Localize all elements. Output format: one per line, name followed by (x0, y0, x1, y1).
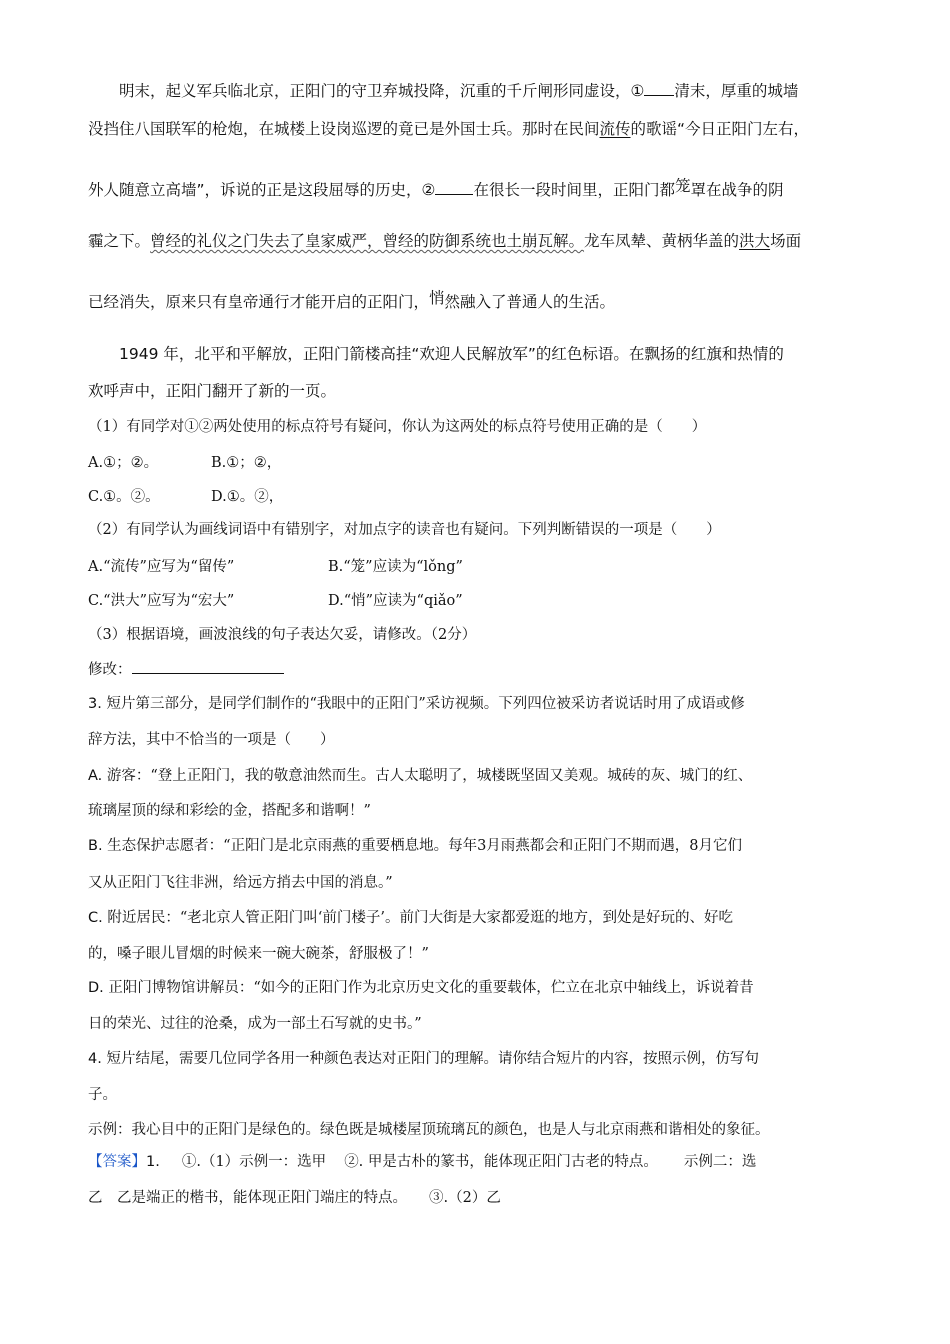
option-key: A. (88, 768, 103, 784)
option-a-line (88, 766, 752, 786)
passage-text: 霾之下。 (88, 232, 151, 250)
answer-blank (132, 659, 284, 674)
option-key: B. (88, 838, 103, 854)
passage-line (88, 231, 801, 251)
passage-text: 在很长一段时间里，正阳门都 (473, 181, 675, 199)
option-d-line: 日的荣光、过往的沧桑，成为一部土石写就的史书。” (88, 1016, 422, 1032)
option-c-line: 的，嗓子眼儿冒烟的时候来一碗大碗茶，舒服极了！” (88, 946, 429, 962)
answer-tag: 【答案】 (88, 1154, 146, 1170)
passage-text: 清末，厚重的城墙 (674, 82, 799, 100)
item3-line (88, 694, 745, 714)
item3-stem: 短片第三部分，是同学们制作的“我眼中的正阳门”采访视频。下列四位被采访者说话时用了成语或修 (106, 696, 745, 712)
q2-option-a: A.“流传”应写为“留传” (88, 559, 235, 575)
item3-line: 辞方法，其中不恰当的一项是（ ） (88, 732, 335, 748)
q1-option-b: B.①；②， (211, 455, 282, 471)
passage-text: 已经消失，原来只有皇帝通行才能开启的正阳门， (88, 293, 430, 311)
option-text: 生态保护志愿者：“正阳门是北京雨燕的重要栖息地。每年3月雨燕都会和正阳门不期而遇，8月它们 (107, 838, 743, 854)
q3-stem: （3）根据语境，画波浪线的句子表达欠妥，请修改。（2分） (88, 627, 477, 643)
item4-example: 示例：我心目中的正阳门是绿色的。绿色既是城楼屋顶琉璃瓦的颜色，也是人与北京雨燕和谐相处的象征。 (88, 1122, 770, 1138)
passage-text: 龙车凤辇、黄柄华盖的 (584, 232, 740, 250)
option-d-line (88, 978, 754, 998)
q2-option-c: C.“洪大”应写为“宏大” (88, 593, 235, 609)
option-text: 附近居民：“老北京人管正阳门叫‘前门楼子’。前门大街是大家都爱逛的地方，到处是好玩的、好吃 (107, 910, 733, 926)
q1-option-a: A.①；②。 (88, 455, 159, 471)
passage-line (88, 289, 616, 312)
q2-stem-text: 的一项是（ ） (604, 522, 721, 538)
underlined-word-hongda: 洪大 (739, 232, 771, 250)
item4-line: 子。 (88, 1087, 117, 1103)
wavy-sentence: 曾经的礼仪之门失去了皇家威严，曾经的防御系统也土崩瓦解。 (150, 232, 585, 250)
passage-text: 外人随意立高墙”，诉说的正是这段屈辱的历史， (88, 181, 422, 199)
q1-stem: （1）有同学对①②两处使用的标点符号有疑问，你认为这两处的标点符号使用正确的是（ ） (88, 419, 707, 435)
option-key: C. (88, 910, 103, 926)
dotted-char-long: 笼 (674, 177, 691, 195)
option-b-line: 又从正阳门飞往非洲，给远方捎去中国的消息。” (88, 875, 393, 891)
q2-option-d: D.“悄”应读为“qiǎo” (328, 593, 463, 609)
q3-label: 修改： (88, 662, 132, 678)
blank-1 (644, 81, 674, 96)
passage-line (88, 119, 809, 139)
q3-answer-line (88, 659, 284, 680)
item4-stem: 短片结尾，需要几位同学各用一种颜色表达对正阳门的理解。请你结合短片的内容，按照示例，仿写句 (106, 1051, 759, 1067)
passage-text: 的歌谣“今日正阳门左右， (630, 120, 810, 138)
marker-2: ② (421, 181, 436, 199)
passage-text: 明末，起义军兵临北京，正阳门的守卫弃城投降，沉重的千斤闸形同虚设， (119, 82, 631, 100)
answer-part: 示例二：选 (683, 1154, 757, 1170)
q2-stem-text: （2）有同学认为画线词语中有错别字，对加点字的读音也有疑问。下列判断 (88, 522, 576, 538)
option-b-line (88, 836, 742, 856)
answer-part: ②. 甲是古朴的篆书，能体现正阳门古老的特点。 (344, 1154, 658, 1170)
q1-option-c: C.①。②。 (88, 489, 160, 505)
blank-2 (435, 180, 473, 195)
passage-text: 然融入了普通人的生活。 (444, 293, 616, 311)
answer-part: 乙 乙是端正的楷书，能体现正阳门端庄的特点。 (88, 1190, 407, 1206)
passage-text: 没挡住八国联军的枪炮，在城楼上设岗巡逻的竟已是外国士兵。那时在民间 (88, 120, 600, 138)
answer-line (88, 1188, 501, 1208)
passage-line (88, 177, 784, 200)
passage-line (119, 81, 798, 101)
q2-stem (88, 520, 721, 540)
q2-emphasis: 错误 (575, 522, 605, 538)
option-a-line: 琉璃屋顶的绿和彩绘的金，搭配多和谐啊！” (88, 803, 371, 819)
underlined-word-liuchuan: 流传 (599, 120, 631, 138)
passage-text: 场面 (770, 232, 802, 250)
answer-part: ③.（2）乙 (429, 1190, 501, 1206)
answer-number: 1. (146, 1154, 160, 1170)
item-number: 4. (88, 1051, 102, 1067)
option-text: 游客：“登上正阳门，我的敬意油然而生。古人太聪明了，城楼既坚固又美观。城砖的灰、城门的红、 (106, 768, 753, 784)
answer-line (88, 1152, 756, 1172)
dotted-char-qiao: 悄 (429, 289, 445, 307)
q2-option-b: B.“笼”应读为“lǒng” (328, 559, 463, 575)
passage-line: 1949 年，北平和平解放，正阳门箭楼高挂“欢迎人民解放军”的红色标语。在飘扬的红旗和热情的 (119, 345, 784, 363)
option-text: 正阳门博物馆讲解员：“如今的正阳门作为北京历史文化的重要载体，伫立在北京中轴线上，诉说着昔 (108, 980, 754, 996)
item-number: 3. (88, 696, 102, 712)
q1-option-d: D.①。②， (211, 489, 284, 505)
item4-line (88, 1049, 759, 1069)
passage-line: 欢呼声中，正阳门翻开了新的一页。 (88, 382, 337, 400)
answer-part: ①.（1）示例一：选甲 (181, 1154, 327, 1170)
option-c-line (88, 908, 733, 928)
option-key: D. (88, 980, 104, 996)
passage-text: 罩在战争的阴 (690, 181, 784, 199)
marker-1: ① (630, 82, 645, 100)
